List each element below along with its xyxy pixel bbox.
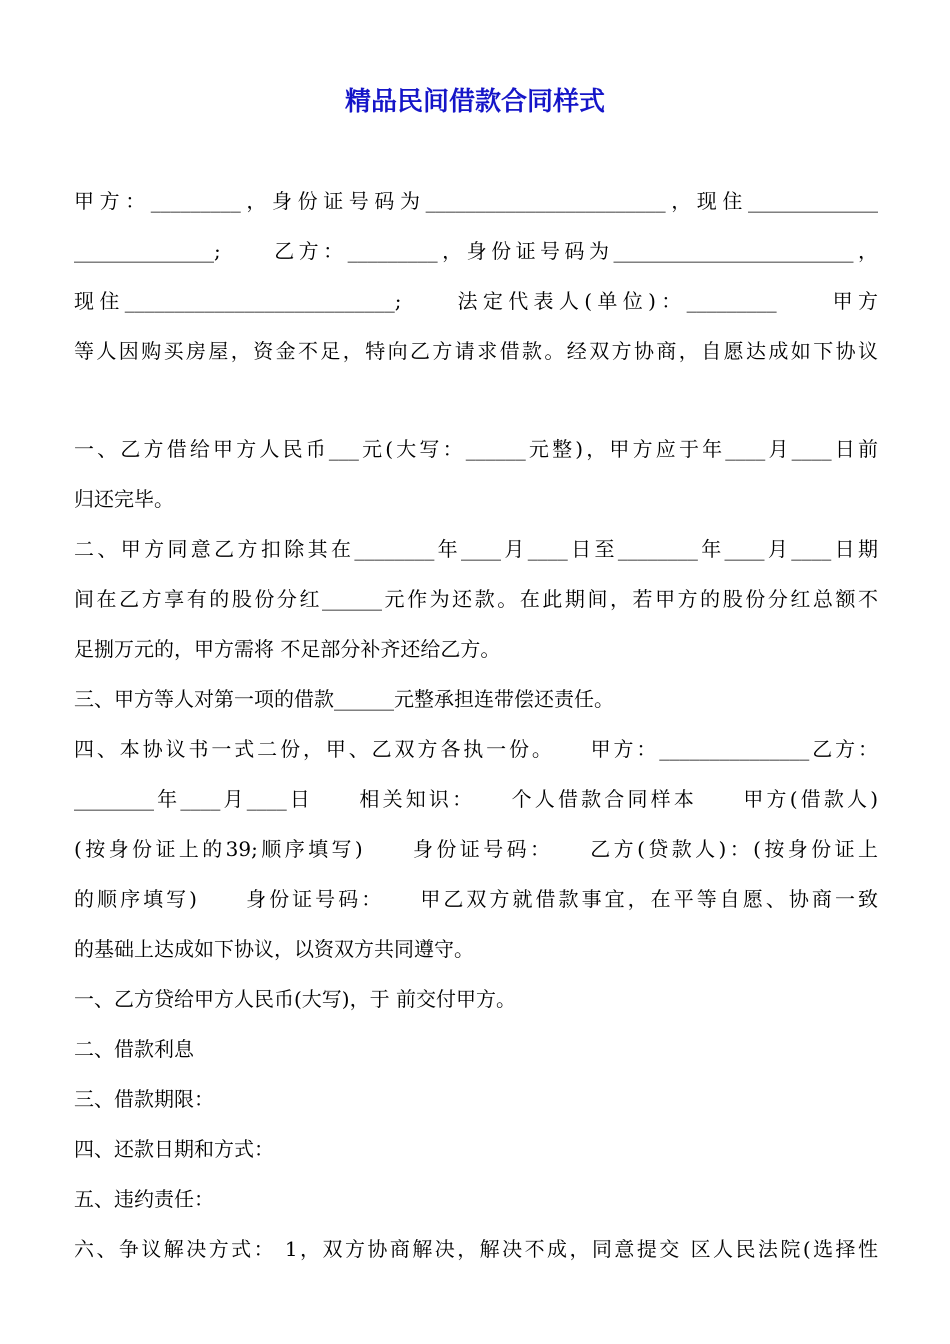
- text-line: 四、本协议书一式二份，甲、乙双方各执一份。 甲方：_______________乙方：: [74, 737, 878, 761]
- text-line: 的基础上达成如下协议，以资双方共同遵守。: [74, 937, 474, 961]
- document-title: 精品民间借款合同样式: [344, 87, 605, 117]
- text-line: 四、还款日期和方式：: [74, 1137, 274, 1161]
- text-line: 二、借款利息: [74, 1037, 194, 1061]
- text-line: 间在乙方享有的股份分红______元作为还款。在此期间，若甲方的股份分红总额不: [74, 587, 878, 611]
- text-line: 的顺序填写) 身份证号码： 甲乙双方就借款事宜，在平等自愿、协商一致: [74, 887, 878, 911]
- text-line: 等人因购买房屋，资金不足，特向乙方请求借款。经双方协商，自愿达成如下协议: [74, 339, 878, 363]
- text-line: 二、甲方同意乙方扣除其在________年____月____日至________年____月____日期: [74, 537, 878, 561]
- text-line: 归还完毕。: [74, 487, 174, 511]
- text-line: 三、甲方等人对第一项的借款______元整承担连带偿还责任。: [74, 687, 614, 711]
- text-line: 五、违约责任：: [74, 1187, 214, 1211]
- text-line: 足捌万元的，甲方需将 不足部分补齐还给乙方。: [74, 637, 501, 661]
- text-line: 六、争议解决方式： 1，双方协商解决，解决不成，同意提交 区人民法院(选择性: [74, 1237, 878, 1261]
- text-line: 甲方：_________，身份证号码为________________________，现住_____________: [74, 189, 878, 213]
- text-line: 三、借款期限：: [74, 1087, 214, 1111]
- text-line: (按身份证上的39;顺序填写) 身份证号码： 乙方(贷款人)：(按身份证上: [74, 837, 878, 861]
- text-line: 一、乙方借给甲方人民币___元(大写：______元整)，甲方应于年____月____日前: [74, 437, 878, 461]
- text-line: 一、乙方贷给甲方人民币(大写)，于 前交付甲方。: [74, 987, 516, 1011]
- text-line: ________年____月____日 相关知识： 个人借款合同样本 甲方(借款人): [74, 787, 878, 811]
- text-line: 现住___________________________; 法定代表人(单位)：_________ 甲方: [74, 289, 878, 313]
- text-line: ______________; 乙方：_________，身份证号码为________________________，: [74, 239, 878, 263]
